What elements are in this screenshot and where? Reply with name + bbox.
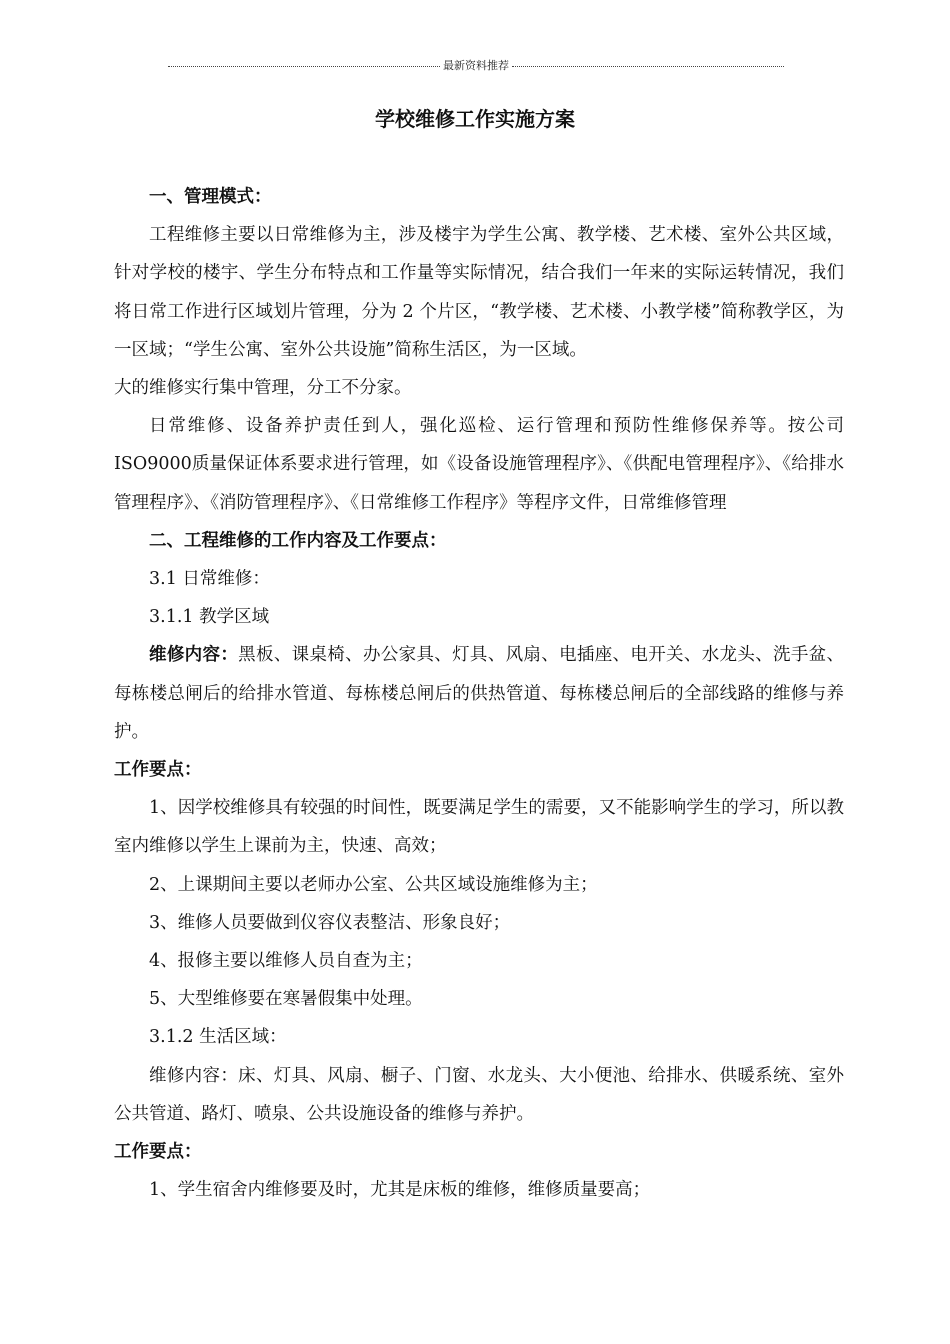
work-point-item: 1、因学校维修具有较强的时间性，既要满足学生的需要，又不能影响学生的学习，所以教室内维修以学生上课前为主，快速、高效；: [114, 798, 844, 857]
header-dots-right: [512, 66, 784, 67]
header-dots-left: [168, 66, 440, 67]
work-points-label-living: 工作要点：: [114, 1142, 202, 1163]
document-title: 学校维修工作实施方案: [375, 107, 575, 131]
work-point-item: 2、上课期间主要以老师办公室、公共区域设施维修为主；: [149, 874, 598, 895]
subsection-3-1: 3.1 日常维修：: [149, 569, 270, 590]
subsection-3-1-2: 3.1.2 生活区域：: [149, 1027, 287, 1048]
work-point-item: 3、维修人员要做到仪容仪表整洁、形象良好；: [149, 912, 511, 933]
repair-content-living: 维修内容：床、灯具、风扇、橱子、门窗、水龙头、大小便池、给排水、供暖系统、室外公共管道、路灯、喷泉、公共设施设备的维修与养护。: [114, 1065, 844, 1124]
work-point-item: 1、学生宿舍内维修要及时，尤其是床板的维修，维修质量要高；: [149, 1180, 651, 1201]
subsection-3-1-1: 3.1.1 教学区域: [149, 607, 270, 628]
paragraph-daily-repair: 日常维修、设备养护责任到人，强化巡检、运行管理和预防性维修保养等。按公司ISO9000质量保证体系要求进行管理，如《设备设施管理程序》、《供配电管理程序》、《给排水管理程序》、《消防管理程序》、《日常维修工作程序》等程序文件，日常维修管理: [114, 416, 844, 513]
document-body: [114, 178, 844, 1209]
repair-content-teaching: [114, 636, 844, 751]
header-text: 最新资料推荐: [443, 59, 509, 72]
work-point-item: 5、大型维修要在寒暑假集中处理。: [149, 989, 423, 1010]
repair-content-text: 黑板、课桌椅、办公家具、灯具、风扇、电插座、电开关、水龙头、洗手盆、每栋楼总闸后的给排水管道、每栋楼总闸后的供热管道、每栋楼总闸后的全部线路的维修与养护。: [114, 645, 845, 742]
section-heading-management: 一、管理模式：: [149, 187, 272, 207]
repair-content-label: 维修内容：: [149, 645, 239, 666]
paragraph-engineering: 工程维修主要以日常维修为主，涉及楼宇为学生公寓、教学楼、艺术楼、室外公共区域，针对学校的楼宇、学生分布特点和工作量等实际情况，结合我们一年来的实际运转情况，我们将日常工作进行区域划片管理，分为 2 个片区，“教学楼、艺术楼、小教学楼”简称教学区，为一区域；“学生公寓、室外公共设施”简称生活区，为一区域。: [114, 225, 844, 360]
work-points-label: 工作要点：: [114, 760, 202, 781]
section-heading-work-content: 二、工程维修的工作内容及工作要点：: [149, 530, 447, 551]
page-header: [168, 56, 784, 74]
work-point-item: 4、报修主要以维修人员自查为主；: [149, 951, 423, 972]
paragraph-centralized: 大的维修实行集中管理，分工不分家。: [114, 378, 412, 399]
